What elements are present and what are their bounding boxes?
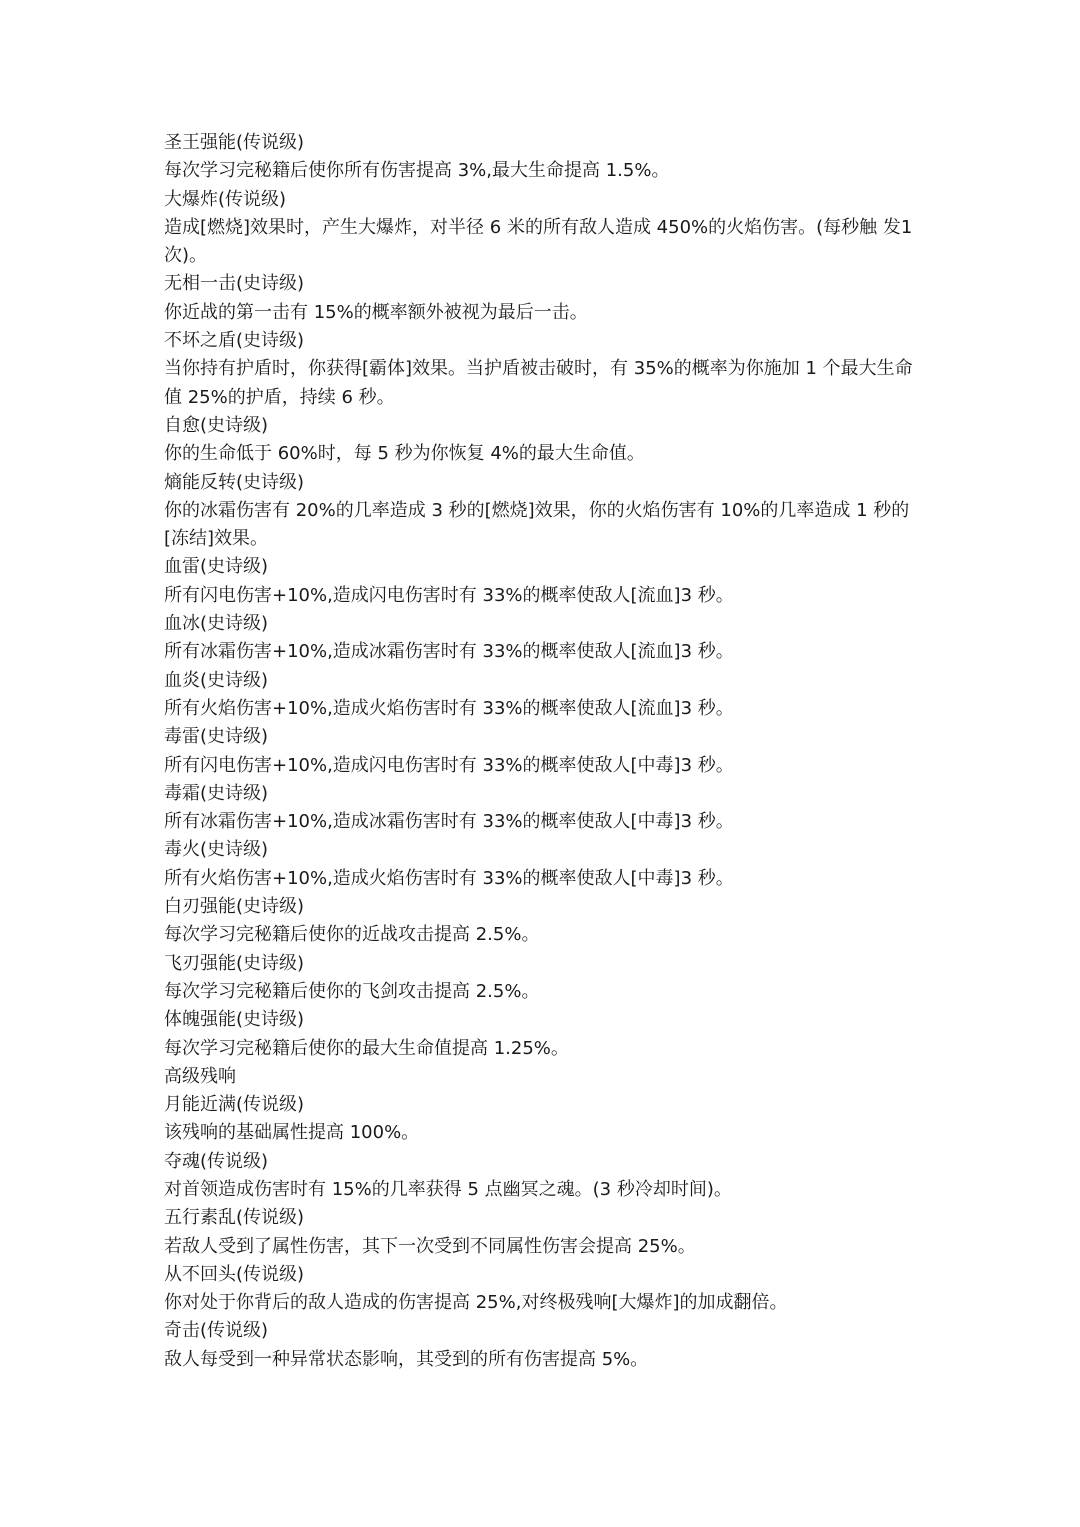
entry-title: 夺魂(传说级) xyxy=(164,1150,269,1172)
entry-description: 你的生命低于 60%时，每 5 秒为你恢复 4%的最大生命值。 xyxy=(164,443,645,465)
entry-title: 不坏之盾(史诗级) xyxy=(164,330,305,352)
entry-description: 每次学习完秘籍后使你的飞剑攻击提高 2.5%。 xyxy=(164,980,540,1002)
entry-description: 对首领造成伤害时有 15%的几率获得 5 点幽冥之魂。(3 秒冷却时间)。 xyxy=(164,1178,732,1200)
entry-title: 体魄强能(史诗级) xyxy=(164,1009,305,1031)
entry-title: 圣王强能(传说级) xyxy=(164,132,305,153)
entry-title: 血雷(史诗级) xyxy=(164,556,269,578)
entry-description: 每次学习完秘籍后使你的最大生命值提高 1.25%。 xyxy=(164,1037,569,1059)
entry-title: 奇击(传说级) xyxy=(164,1320,269,1342)
entry-title: 无相一击(史诗级) xyxy=(164,273,305,295)
entry-description: 所有冰霜伤害+10%,造成冰霜伤害时有 33%的概率使敌人[流血]3 秒。 xyxy=(164,641,734,663)
entry-title: 毒火(史诗级) xyxy=(164,839,269,861)
entry-title: 自愈(史诗级) xyxy=(164,414,269,436)
entry-description: 你对处于你背后的敌人造成的伤害提高 25%,对终极残响[大爆炸]的加成翻倍。 xyxy=(164,1292,788,1314)
entry-description: 所有闪电伤害+10%,造成闪电伤害时有 33%的概率使敌人[中毒]3 秒。 xyxy=(164,754,734,776)
entry-title: 五行素乱(传说级) xyxy=(164,1207,305,1229)
entry-description: 每次学习完秘籍后使你所有伤害提高 3%,最大生命提高 1.5%。 xyxy=(164,160,670,182)
entry-description: 敌人每受到一种异常状态影响，其受到的所有伤害提高 5%。 xyxy=(164,1348,649,1370)
entry-description: 所有闪电伤害+10%,造成闪电伤害时有 33%的概率使敌人[流血]3 秒。 xyxy=(164,584,734,606)
document-body xyxy=(164,129,924,1374)
entry-description: 当你持有护盾时，你获得[霸体]效果。当护盾被击破时，有 35%的概率为你施加 1 个最大生命值 25%的护盾，持续 6 秒。 xyxy=(164,358,913,408)
entry-title: 月能近满(传说级) xyxy=(164,1094,305,1116)
entry-title: 飞刃强能(史诗级) xyxy=(164,952,305,974)
entry-title: 毒霜(史诗级) xyxy=(164,782,269,804)
entry-description: 所有火焰伤害+10%,造成火焰伤害时有 33%的概率使敌人[流血]3 秒。 xyxy=(164,697,734,719)
entry-title: 大爆炸(传说级) xyxy=(164,188,287,210)
entry-description: 每次学习完秘籍后使你的近战攻击提高 2.5%。 xyxy=(164,924,540,946)
entry-description: 所有火焰伤害+10%,造成火焰伤害时有 33%的概率使敌人[中毒]3 秒。 xyxy=(164,867,734,889)
entry-title: 血炎(史诗级) xyxy=(164,669,269,691)
entry-description: 所有冰霜伤害+10%,造成冰霜伤害时有 33%的概率使敌人[中毒]3 秒。 xyxy=(164,811,734,833)
entry-title: 血冰(史诗级) xyxy=(164,613,269,635)
section-heading: 高级残响 xyxy=(164,1065,236,1087)
entry-description: 造成[燃烧]效果时，产生大爆炸，对半径 6 米的所有敌人造成 450%的火焰伤害。(每秒触 发1 次)。 xyxy=(164,216,919,267)
entry-description: 你的冰霜伤害有 20%的几率造成 3 秒的[燃烧]效果，你的火焰伤害有 10%的几率造成 1 秒的[冻结]效果。 xyxy=(164,499,910,550)
entry-description: 若敌人受到了属性伤害，其下一次受到不同属性伤害会提高 25%。 xyxy=(164,1235,696,1257)
entry-title: 毒雷(史诗级) xyxy=(164,726,269,748)
entry-description: 该残响的基础属性提高 100%。 xyxy=(164,1122,420,1144)
entry-description: 你近战的第一击有 15%的概率额外被视为最后一击。 xyxy=(164,301,588,323)
entry-title: 熵能反转(史诗级) xyxy=(164,471,305,493)
entry-title: 从不回头(传说级) xyxy=(164,1263,305,1285)
entry-title: 白刃强能(史诗级) xyxy=(164,896,305,918)
